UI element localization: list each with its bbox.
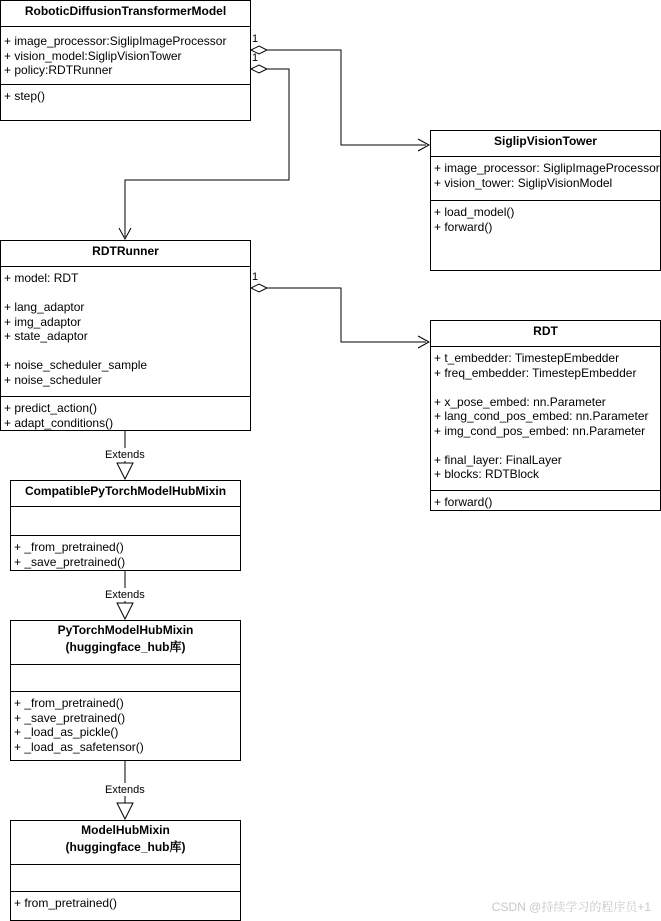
aggregation-diamond-model bbox=[251, 284, 267, 292]
method: + _save_pretrained() bbox=[14, 554, 126, 569]
attribute: + vision_tower: SiglipVisionModel bbox=[434, 175, 613, 190]
method: + _load_as_pickle() bbox=[14, 725, 119, 739]
class-name: RDTRunner bbox=[92, 244, 159, 258]
attribute: + image_processor: SiglipImageProcessor bbox=[434, 161, 660, 175]
extends-triangle-1 bbox=[117, 463, 133, 479]
attribute: + state_adaptor bbox=[4, 329, 88, 343]
extends-triangle-2 bbox=[117, 603, 133, 619]
method: + from_pretrained() bbox=[14, 896, 118, 910]
class-name: SiglipVisionTower bbox=[494, 134, 597, 148]
class-title: ModelHubMixin bbox=[81, 823, 170, 837]
attribute: + x_pose_embed: nn.Parameter bbox=[434, 394, 606, 409]
attribute: + model: RDT bbox=[4, 271, 79, 285]
multiplicity-vision: 1 bbox=[252, 33, 259, 45]
method: + forward() bbox=[434, 495, 493, 509]
class-subtitle: (huggingface_hub库) bbox=[65, 840, 186, 854]
aggregation-diamond-policy bbox=[251, 65, 267, 73]
class-subtitle: (huggingface_hub库) bbox=[65, 640, 186, 654]
method: + predict_action() bbox=[4, 401, 98, 415]
extends-label-2: Extends bbox=[105, 589, 145, 601]
attribute: + vision_model:SiglipVisionTower bbox=[4, 48, 182, 63]
multiplicity-policy: 1 bbox=[252, 52, 259, 64]
attribute: + final_layer: FinalLayer bbox=[434, 452, 562, 467]
method: + adapt_conditions() bbox=[4, 415, 114, 430]
aggregation-line-vision-model bbox=[267, 50, 426, 145]
aggregation-line-model bbox=[267, 288, 426, 342]
attribute: + blocks: RDTBlock bbox=[434, 467, 540, 481]
method: + _save_pretrained() bbox=[14, 710, 126, 725]
attribute: + noise_scheduler_sample bbox=[4, 358, 148, 372]
extends-label-3: Extends bbox=[105, 784, 145, 796]
attribute: + lang_cond_pos_embed: nn.Parameter bbox=[434, 409, 649, 423]
attribute: + img_cond_pos_embed: nn.Parameter bbox=[434, 423, 646, 438]
aggregation-line-policy bbox=[125, 69, 289, 237]
extends-label-1: Extends bbox=[105, 449, 145, 461]
class-name: RDT bbox=[533, 324, 558, 338]
attribute: + img_adaptor bbox=[4, 314, 82, 329]
class-name: RoboticDiffusionTransformerModel bbox=[24, 4, 227, 18]
attribute: + noise_scheduler bbox=[4, 372, 102, 387]
attribute: + freq_embedder: TimestepEmbedder bbox=[434, 365, 637, 380]
multiplicity-model: 1 bbox=[252, 271, 259, 283]
class-name: CompatiblePyTorchModelHubMixin bbox=[24, 484, 227, 498]
attribute: + image_processor:SiglipImageProcessor bbox=[4, 34, 227, 48]
method: + load_model() bbox=[434, 205, 515, 219]
method: + _from_pretrained() bbox=[14, 696, 124, 710]
method: + _from_pretrained() bbox=[14, 540, 124, 554]
attribute: + t_embedder: TimestepEmbedder bbox=[434, 351, 620, 365]
watermark: CSDN @持续学习的程序员+1 bbox=[491, 900, 651, 914]
method: + step() bbox=[4, 89, 46, 103]
attribute: + lang_adaptor bbox=[4, 300, 85, 314]
extends-triangle-3 bbox=[117, 803, 133, 819]
method: + _load_as_safetensor() bbox=[14, 739, 144, 754]
method: + forward() bbox=[434, 219, 493, 234]
class-title: PyTorchModelHubMixin bbox=[57, 623, 194, 637]
attribute: + policy:RDTRunner bbox=[4, 63, 113, 77]
